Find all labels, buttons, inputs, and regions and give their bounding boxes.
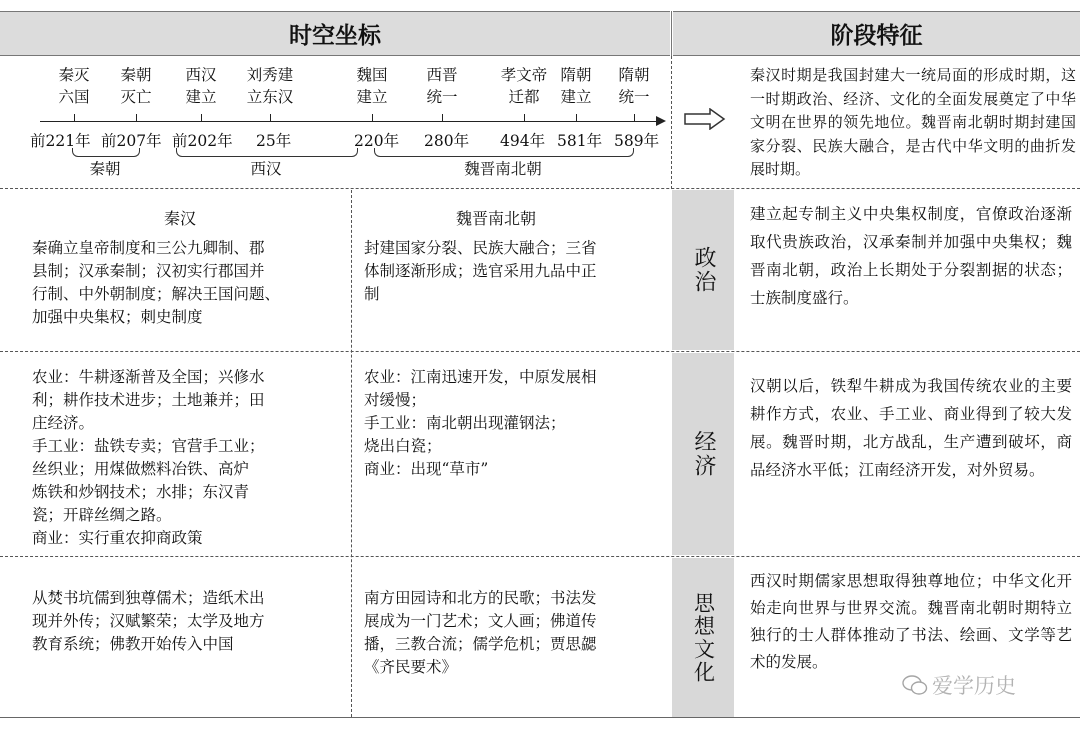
tick <box>136 114 137 122</box>
year-label: 494年 <box>500 132 546 150</box>
event-qin-fall: 秦朝 灭亡 <box>120 66 152 106</box>
year-label: 25年 <box>256 132 292 150</box>
header-timeline-title: 时空坐标 <box>289 23 381 49</box>
economy-weijin: 农业：江南迅速开发，中原发展相 对缓慢； 手工业：南北朝出现灌钢法； 烧出白瓷； 商业：出现“草市” <box>364 368 597 478</box>
era-brace-qin <box>72 148 140 157</box>
timeline-arrowhead-icon <box>656 116 666 126</box>
year-label: 589年 <box>614 132 660 150</box>
overview-feature-text: 秦汉时期是我国封建大一统局面的形成时期，这一时期政治、经济、文化的全面发展奠定了中华文明在世界的领先地位。魏晋南北朝时期封建国家分裂、民族大融合，是古代中华文明的曲折发展时期。 <box>750 66 1076 178</box>
row-divider-3 <box>0 556 1080 557</box>
category-divider <box>671 56 672 189</box>
event-sui-founded: 隋朝 建立 <box>560 66 592 106</box>
tick <box>442 114 443 122</box>
tick <box>524 114 525 122</box>
economy-feature: 汉朝以后，铁犁牛耕成为我国传统农业的主要耕作方式，农业、手工业、商业得到了较大发展。魏晋时期，北方战乱，生产遭到破坏，商品经济水平低；江南经济开发，对外贸易。 <box>750 377 1072 479</box>
header-features <box>673 11 1080 56</box>
row-divider-2 <box>0 351 1080 352</box>
event-capital-move: 孝文帝 迁都 <box>500 66 548 106</box>
tick <box>270 114 271 122</box>
era-brace-weijin <box>374 148 634 157</box>
year-label: 581年 <box>557 132 603 150</box>
year-label: 前207年 <box>101 132 162 150</box>
category-politics-label: 政治 <box>691 246 716 294</box>
event-eastern-han: 刘秀建 立东汉 <box>246 66 294 106</box>
column-divider <box>351 190 352 717</box>
bottom-border <box>0 717 1080 718</box>
culture-feature: 西汉时期儒家思想取得独尊地位；中华文化开始走向世界与世界交流。魏晋南北朝时期特立独行的士人群体推动了书法、绘画、文学等艺术的发展。 <box>750 572 1072 671</box>
header-timeline <box>0 11 670 56</box>
category-culture <box>672 558 734 717</box>
culture-weijin: 南方田园诗和北方的民歌；书法发 展成为一门艺术；文人画；佛道传 播，三教合流；儒学危机；贾思勰 《齐民要术》 <box>364 589 597 676</box>
event-western-jin: 西晋 统一 <box>426 66 458 106</box>
year-label: 220年 <box>354 132 400 150</box>
hollow-arrow-icon <box>684 108 726 130</box>
watermark <box>902 670 1016 700</box>
tick <box>74 114 75 122</box>
tick <box>634 114 635 122</box>
category-politics <box>672 190 734 350</box>
event-wei: 魏国 建立 <box>356 66 388 106</box>
era-qin: 秦朝 <box>89 160 121 178</box>
event-sui-unification: 隋朝 统一 <box>618 66 650 106</box>
column-header-weijin: 魏晋南北朝 <box>455 209 536 228</box>
row-divider-1 <box>0 188 1080 189</box>
tick <box>576 114 577 122</box>
politics-weijin: 封建国家分裂、民族大融合；三省 体制逐渐形成；选官采用九品中正 制 <box>364 239 597 303</box>
year-label: 前221年 <box>30 132 91 150</box>
tick <box>372 114 373 122</box>
event-western-han: 西汉 建立 <box>185 66 217 106</box>
tick <box>201 114 202 122</box>
economy-qinhan: 农业：牛耕逐渐普及全国；兴修水 利；耕作技术进步；土地兼并；田 庄经济。 手工业：盐铁专卖；官营手工业； 丝织业；用煤做燃料冶铁、高炉 炼铁和炒钢技术；水排；东汉青 瓷；开辟丝绸之路。 商业：实行重农抑商政策 <box>32 368 265 547</box>
category-economy-label: 经济 <box>691 430 716 478</box>
header-divider <box>671 11 672 56</box>
politics-feature: 建立起专制主义中央集权制度，官僚政治逐渐取代贵族政治，汉承秦制并加强中央集权；魏晋南北朝，政治上长期处于分裂割据的状态；士族制度盛行。 <box>750 205 1072 307</box>
era-brace-western-han <box>176 148 358 157</box>
year-label: 280年 <box>424 132 470 150</box>
year-label: 前202年 <box>172 132 233 150</box>
timeline-axis <box>40 121 660 122</box>
politics-qinhan: 秦确立皇帝制度和三公九卿制、郡 县制；汉承秦制；汉初实行郡国并 行制、中外朝制度；解决王国问题、 加强中央集权；刺史制度 <box>32 239 281 326</box>
era-weijin: 魏晋南北朝 <box>464 160 542 178</box>
category-culture-label: 思想文化 <box>691 591 716 684</box>
culture-qinhan: 从焚书坑儒到独尊儒术；造纸术出 现并外传；汉赋繁荣；太学及地方 教育系统；佛教开始传入中国 <box>32 589 265 653</box>
watermark-text: 爱学历史 <box>932 674 1016 698</box>
event-qin-unification: 秦灭 六国 <box>58 66 90 106</box>
wechat-icon <box>902 674 928 696</box>
header-features-title: 阶段特征 <box>830 23 923 49</box>
era-western-han: 西汉 <box>250 160 282 178</box>
column-header-qinhan: 秦汉 <box>163 209 196 228</box>
category-economy <box>672 353 734 555</box>
